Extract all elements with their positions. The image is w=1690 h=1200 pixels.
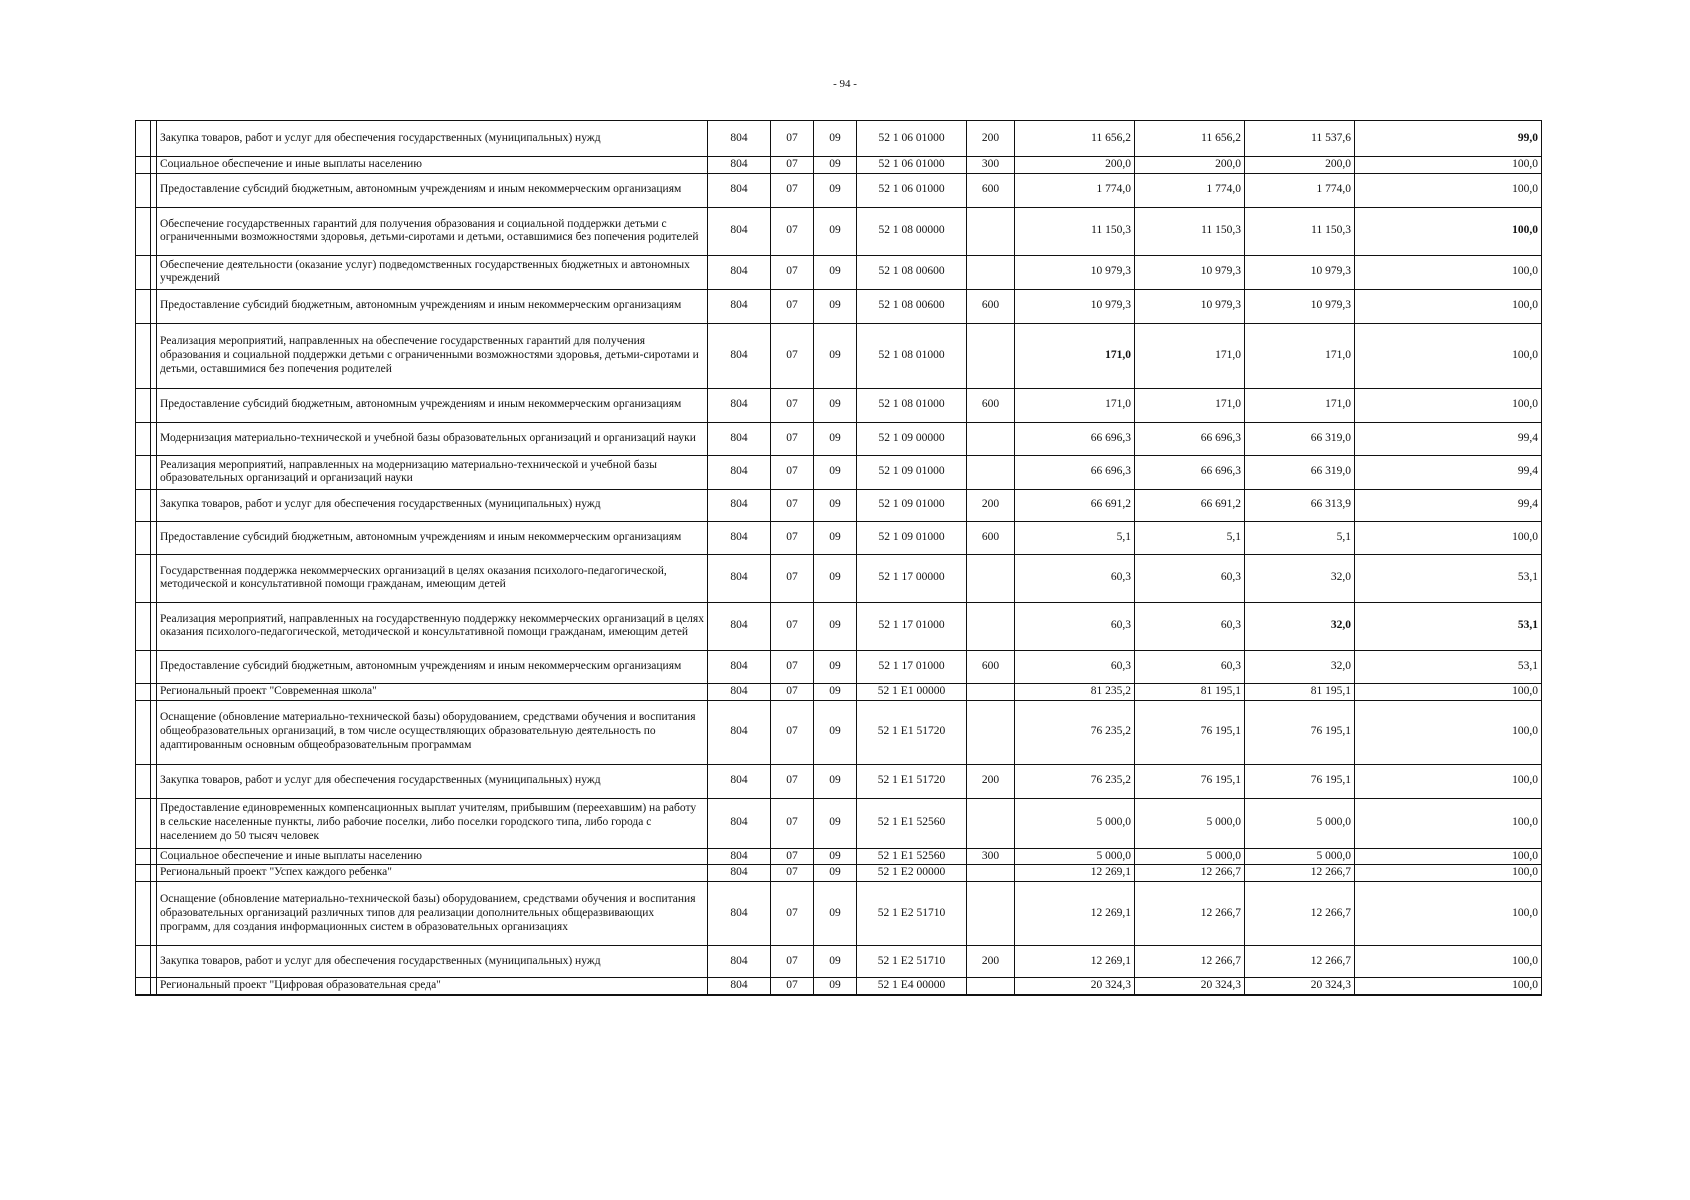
table-row [136, 207, 1542, 255]
cell-name: Закупка товаров, работ и услуг для обеспечения государственных (муниципальных) нужд [157, 764, 708, 798]
cell-vr [967, 700, 1015, 764]
cell-rz: 07 [771, 455, 814, 489]
table-row [136, 489, 1542, 521]
cell-s2: 60,3 [1135, 554, 1245, 602]
cell-s2: 5 000,0 [1135, 848, 1245, 865]
table-row [136, 882, 1542, 946]
table-row [136, 683, 1542, 700]
cell-pct: 99,4 [1355, 455, 1542, 489]
cell-name: Закупка товаров, работ и услуг для обеспечения государственных (муниципальных) нужд [157, 489, 708, 521]
cell-name: Реализация мероприятий, направленных на государственную поддержку некоммерческих организаций в целях оказания психолого-педагогической, методической и консультативной помощи гражданам, имеющим детей [157, 602, 708, 650]
cell-rz: 07 [771, 489, 814, 521]
cell-rz: 07 [771, 173, 814, 207]
cell-s1: 66 691,2 [1015, 489, 1135, 521]
cell-s1: 5 000,0 [1015, 848, 1135, 865]
cell-name: Реализация мероприятий, направленных на обеспечение государственных гарантий для получения образования и социальной поддержки детьми с ограниченными возможностями здоровья, детьми-сиротами и детьми, оставшимися без попечения родителей [157, 323, 708, 388]
cell-pct: 100,0 [1355, 255, 1542, 289]
cell-ved: 804 [708, 650, 771, 683]
cell-name: Предоставление субсидий бюджетным, автономным учреждениям и иным некоммерческим организациям [157, 289, 708, 323]
margin-cell [136, 121, 151, 157]
margin-cell [136, 422, 151, 455]
cell-pr: 09 [814, 521, 857, 554]
cell-s2: 12 266,7 [1135, 865, 1245, 882]
cell-s2: 60,3 [1135, 650, 1245, 683]
cell-pr: 09 [814, 388, 857, 422]
cell-pr: 09 [814, 798, 857, 848]
cell-s1: 171,0 [1015, 323, 1135, 388]
cell-rz: 07 [771, 602, 814, 650]
cell-rz: 07 [771, 157, 814, 174]
table-row [136, 848, 1542, 865]
cell-rz: 07 [771, 521, 814, 554]
table-row [136, 764, 1542, 798]
cell-ved: 804 [708, 554, 771, 602]
cell-s2: 66 696,3 [1135, 422, 1245, 455]
page-number: - 94 - [833, 78, 857, 90]
cell-s1: 5,1 [1015, 521, 1135, 554]
cell-s2: 76 195,1 [1135, 764, 1245, 798]
cell-ved: 804 [708, 489, 771, 521]
cell-s2: 60,3 [1135, 602, 1245, 650]
cell-s3: 171,0 [1245, 323, 1355, 388]
cell-s3: 10 979,3 [1245, 289, 1355, 323]
margin-cell [136, 289, 151, 323]
cell-s3: 66 313,9 [1245, 489, 1355, 521]
cell-name: Региональный проект "Современная школа" [157, 683, 708, 700]
cell-csr: 52 1 06 01000 [857, 173, 967, 207]
cell-pr: 09 [814, 848, 857, 865]
margin-cell [136, 764, 151, 798]
margin-cell [136, 554, 151, 602]
cell-rz: 07 [771, 255, 814, 289]
cell-name: Оснащение (обновление материально-технической базы) оборудованием, средствами обучения и воспитания общеобразовательных организаций, в том числе осуществляющих образовательную деятельность по адаптированным основным общеобразовательным программам [157, 700, 708, 764]
cell-pct: 100,0 [1355, 521, 1542, 554]
cell-ved: 804 [708, 882, 771, 946]
cell-s3: 76 195,1 [1245, 700, 1355, 764]
cell-csr: 52 1 06 01000 [857, 157, 967, 174]
cell-pr: 09 [814, 289, 857, 323]
table-row [136, 865, 1542, 882]
cell-name: Предоставление субсидий бюджетным, автономным учреждениям и иным некоммерческим организациям [157, 521, 708, 554]
cell-s3: 12 266,7 [1245, 882, 1355, 946]
cell-csr: 52 1 09 01000 [857, 521, 967, 554]
cell-vr: 600 [967, 650, 1015, 683]
cell-csr: 52 1 17 01000 [857, 650, 967, 683]
cell-pr: 09 [814, 173, 857, 207]
margin-cell [136, 157, 151, 174]
margin-cell [136, 207, 151, 255]
margin-cell [136, 848, 151, 865]
cell-vr [967, 683, 1015, 700]
cell-vr [967, 602, 1015, 650]
cell-pr: 09 [814, 978, 857, 995]
cell-name: Региональный проект "Успех каждого ребенка" [157, 865, 708, 882]
cell-pct: 100,0 [1355, 289, 1542, 323]
margin-cell [136, 798, 151, 848]
cell-s1: 76 235,2 [1015, 764, 1135, 798]
cell-pct: 100,0 [1355, 946, 1542, 978]
cell-pr: 09 [814, 422, 857, 455]
cell-ved: 804 [708, 455, 771, 489]
margin-cell [136, 602, 151, 650]
cell-pct: 100,0 [1355, 388, 1542, 422]
cell-vr: 300 [967, 157, 1015, 174]
cell-s3: 76 195,1 [1245, 764, 1355, 798]
margin-cell [136, 255, 151, 289]
margin-cell [136, 978, 151, 995]
cell-name: Предоставление субсидий бюджетным, автономным учреждениям и иным некоммерческим организациям [157, 173, 708, 207]
margin-cell [136, 946, 151, 978]
cell-rz: 07 [771, 764, 814, 798]
cell-csr: 52 1 E2 51710 [857, 882, 967, 946]
cell-pct: 100,0 [1355, 978, 1542, 995]
cell-s2: 76 195,1 [1135, 700, 1245, 764]
cell-rz: 07 [771, 865, 814, 882]
cell-pct: 100,0 [1355, 157, 1542, 174]
margin-cell [136, 700, 151, 764]
cell-vr [967, 207, 1015, 255]
cell-pr: 09 [814, 554, 857, 602]
cell-csr: 52 1 E1 00000 [857, 683, 967, 700]
cell-ved: 804 [708, 946, 771, 978]
cell-ved: 804 [708, 121, 771, 157]
cell-rz: 07 [771, 121, 814, 157]
cell-csr: 52 1 E1 51720 [857, 764, 967, 798]
table-row [136, 946, 1542, 978]
cell-rz: 07 [771, 882, 814, 946]
cell-s3: 20 324,3 [1245, 978, 1355, 995]
cell-pr: 09 [814, 865, 857, 882]
table-row [136, 798, 1542, 848]
cell-ved: 804 [708, 323, 771, 388]
cell-ved: 804 [708, 700, 771, 764]
cell-s1: 60,3 [1015, 602, 1135, 650]
cell-vr: 600 [967, 521, 1015, 554]
cell-csr: 52 1 E2 51710 [857, 946, 967, 978]
cell-vr: 600 [967, 173, 1015, 207]
cell-csr: 52 1 09 01000 [857, 489, 967, 521]
cell-vr [967, 554, 1015, 602]
table-row [136, 255, 1542, 289]
cell-csr: 52 1 09 00000 [857, 422, 967, 455]
cell-name: Предоставление субсидий бюджетным, автономным учреждениям и иным некоммерческим организациям [157, 388, 708, 422]
margin-cell [136, 683, 151, 700]
cell-ved: 804 [708, 289, 771, 323]
cell-rz: 07 [771, 683, 814, 700]
margin-cell [136, 323, 151, 388]
cell-csr: 52 1 08 00000 [857, 207, 967, 255]
cell-name: Обеспечение государственных гарантий для получения образования и социальной поддержки детьми с ограниченными возможностями здоровья, детьми-сиротами и детьми, оставшимися без попечения родителей [157, 207, 708, 255]
cell-s3: 171,0 [1245, 388, 1355, 422]
table-row [136, 173, 1542, 207]
cell-name: Закупка товаров, работ и услуг для обеспечения государственных (муниципальных) нужд [157, 946, 708, 978]
cell-s2: 10 979,3 [1135, 255, 1245, 289]
table-row [136, 602, 1542, 650]
cell-s1: 12 269,1 [1015, 865, 1135, 882]
cell-vr: 200 [967, 489, 1015, 521]
cell-s1: 12 269,1 [1015, 882, 1135, 946]
cell-pr: 09 [814, 700, 857, 764]
cell-s2: 12 266,7 [1135, 946, 1245, 978]
cell-pct: 100,0 [1355, 798, 1542, 848]
cell-vr [967, 255, 1015, 289]
cell-csr: 52 1 E1 51720 [857, 700, 967, 764]
cell-name: Социальное обеспечение и иные выплаты населению [157, 157, 708, 174]
cell-s3: 32,0 [1245, 602, 1355, 650]
cell-s1: 11 150,3 [1015, 207, 1135, 255]
cell-rz: 07 [771, 946, 814, 978]
cell-s3: 5 000,0 [1245, 848, 1355, 865]
cell-name: Обеспечение деятельности (оказание услуг) подведомственных государственных бюджетных и автономных учреждений [157, 255, 708, 289]
cell-s2: 171,0 [1135, 388, 1245, 422]
cell-pr: 09 [814, 946, 857, 978]
cell-s1: 11 656,2 [1015, 121, 1135, 157]
cell-s3: 81 195,1 [1245, 683, 1355, 700]
cell-pr: 09 [814, 683, 857, 700]
cell-csr: 52 1 06 01000 [857, 121, 967, 157]
cell-s2: 81 195,1 [1135, 683, 1245, 700]
cell-s2: 171,0 [1135, 323, 1245, 388]
cell-pr: 09 [814, 650, 857, 683]
margin-cell [136, 489, 151, 521]
cell-rz: 07 [771, 207, 814, 255]
cell-csr: 52 1 E1 52560 [857, 848, 967, 865]
margin-cell [136, 521, 151, 554]
cell-pct: 100,0 [1355, 323, 1542, 388]
cell-ved: 804 [708, 683, 771, 700]
cell-s3: 11 150,3 [1245, 207, 1355, 255]
table-row [136, 388, 1542, 422]
table-row [136, 700, 1542, 764]
cell-vr [967, 978, 1015, 995]
cell-name: Реализация мероприятий, направленных на модернизацию материально-технической и учебной базы образовательных организаций и организаций науки [157, 455, 708, 489]
cell-s1: 60,3 [1015, 554, 1135, 602]
cell-s1: 66 696,3 [1015, 422, 1135, 455]
cell-pct: 100,0 [1355, 764, 1542, 798]
cell-s1: 66 696,3 [1015, 455, 1135, 489]
cell-ved: 804 [708, 521, 771, 554]
cell-vr: 200 [967, 764, 1015, 798]
cell-pct: 99,0 [1355, 121, 1542, 157]
cell-pct: 100,0 [1355, 848, 1542, 865]
cell-rz: 07 [771, 650, 814, 683]
cell-pr: 09 [814, 455, 857, 489]
cell-name: Оснащение (обновление материально-технической базы) оборудованием, средствами обучения и воспитания образовательных организаций различных типов для реализации дополнительных общеразвивающих программ, для создания информационных систем в образовательных организациях [157, 882, 708, 946]
cell-pr: 09 [814, 602, 857, 650]
cell-ved: 804 [708, 764, 771, 798]
budget-table [135, 120, 1542, 996]
cell-rz: 07 [771, 289, 814, 323]
cell-rz: 07 [771, 798, 814, 848]
cell-csr: 52 1 E4 00000 [857, 978, 967, 995]
cell-s2: 12 266,7 [1135, 882, 1245, 946]
table-row [136, 323, 1542, 388]
cell-s1: 10 979,3 [1015, 289, 1135, 323]
cell-pr: 09 [814, 157, 857, 174]
cell-s2: 5,1 [1135, 521, 1245, 554]
cell-vr [967, 798, 1015, 848]
cell-rz: 07 [771, 700, 814, 764]
cell-vr [967, 882, 1015, 946]
cell-rz: 07 [771, 323, 814, 388]
cell-s3: 1 774,0 [1245, 173, 1355, 207]
cell-vr: 200 [967, 946, 1015, 978]
table-row [136, 422, 1542, 455]
cell-csr: 52 1 08 00600 [857, 255, 967, 289]
cell-pr: 09 [814, 764, 857, 798]
cell-s2: 11 150,3 [1135, 207, 1245, 255]
cell-name: Модернизация материально-технической и учебной базы образовательных организаций и организаций науки [157, 422, 708, 455]
cell-vr [967, 422, 1015, 455]
cell-s3: 200,0 [1245, 157, 1355, 174]
margin-cell [136, 388, 151, 422]
cell-s1: 1 774,0 [1015, 173, 1135, 207]
cell-pct: 53,1 [1355, 554, 1542, 602]
cell-rz: 07 [771, 554, 814, 602]
cell-ved: 804 [708, 978, 771, 995]
cell-pct: 99,4 [1355, 422, 1542, 455]
cell-ved: 804 [708, 865, 771, 882]
cell-s3: 5,1 [1245, 521, 1355, 554]
cell-ved: 804 [708, 848, 771, 865]
table-row [136, 554, 1542, 602]
table-row [136, 521, 1542, 554]
cell-s1: 12 269,1 [1015, 946, 1135, 978]
cell-rz: 07 [771, 978, 814, 995]
cell-ved: 804 [708, 157, 771, 174]
cell-name: Предоставление субсидий бюджетным, автономным учреждениям и иным некоммерческим организациям [157, 650, 708, 683]
cell-pct: 100,0 [1355, 683, 1542, 700]
cell-vr [967, 865, 1015, 882]
cell-name: Предоставление единовременных компенсационных выплат учителям, прибывшим (переехавшим) на работу в сельские населенные пункты, либо рабочие поселки, либо поселки городского типа, либо города с населением до 50 тысяч человек [157, 798, 708, 848]
cell-s1: 81 235,2 [1015, 683, 1135, 700]
margin-cell [136, 865, 151, 882]
cell-s2: 5 000,0 [1135, 798, 1245, 848]
cell-pr: 09 [814, 882, 857, 946]
cell-s1: 20 324,3 [1015, 978, 1135, 995]
margin-cell [136, 455, 151, 489]
table-row [136, 289, 1542, 323]
cell-s3: 32,0 [1245, 554, 1355, 602]
cell-pr: 09 [814, 255, 857, 289]
cell-vr: 200 [967, 121, 1015, 157]
margin-cell [136, 650, 151, 683]
cell-s2: 20 324,3 [1135, 978, 1245, 995]
cell-name: Региональный проект "Цифровая образовательная среда" [157, 978, 708, 995]
cell-csr: 52 1 17 01000 [857, 602, 967, 650]
cell-rz: 07 [771, 848, 814, 865]
cell-s2: 10 979,3 [1135, 289, 1245, 323]
cell-s2: 66 691,2 [1135, 489, 1245, 521]
cell-pr: 09 [814, 121, 857, 157]
cell-pct: 53,1 [1355, 650, 1542, 683]
cell-s3: 66 319,0 [1245, 455, 1355, 489]
cell-csr: 52 1 09 01000 [857, 455, 967, 489]
cell-s1: 60,3 [1015, 650, 1135, 683]
table-row [136, 121, 1542, 157]
cell-pct: 99,4 [1355, 489, 1542, 521]
cell-pct: 100,0 [1355, 882, 1542, 946]
cell-ved: 804 [708, 173, 771, 207]
cell-ved: 804 [708, 602, 771, 650]
cell-s2: 1 774,0 [1135, 173, 1245, 207]
cell-ved: 804 [708, 255, 771, 289]
cell-s3: 32,0 [1245, 650, 1355, 683]
margin-cell [136, 882, 151, 946]
cell-s1: 5 000,0 [1015, 798, 1135, 848]
cell-s1: 10 979,3 [1015, 255, 1135, 289]
table-row [136, 650, 1542, 683]
table-row [136, 157, 1542, 174]
cell-s2: 200,0 [1135, 157, 1245, 174]
cell-s1: 76 235,2 [1015, 700, 1135, 764]
cell-rz: 07 [771, 422, 814, 455]
cell-pct: 100,0 [1355, 865, 1542, 882]
cell-s3: 66 319,0 [1245, 422, 1355, 455]
cell-s1: 200,0 [1015, 157, 1135, 174]
table-row [136, 455, 1542, 489]
cell-pr: 09 [814, 207, 857, 255]
cell-rz: 07 [771, 388, 814, 422]
cell-pct: 53,1 [1355, 602, 1542, 650]
cell-csr: 52 1 08 01000 [857, 388, 967, 422]
cell-name: Социальное обеспечение и иные выплаты населению [157, 848, 708, 865]
cell-csr: 52 1 08 00600 [857, 289, 967, 323]
cell-s3: 10 979,3 [1245, 255, 1355, 289]
cell-s1: 171,0 [1015, 388, 1135, 422]
cell-name: Закупка товаров, работ и услуг для обеспечения государственных (муниципальных) нужд [157, 121, 708, 157]
cell-name: Государственная поддержка некоммерческих организаций в целях оказания психолого-педагогической, методической и консультативной помощи гражданам, имеющим детей [157, 554, 708, 602]
table-row [136, 978, 1542, 995]
cell-pr: 09 [814, 323, 857, 388]
cell-vr: 600 [967, 289, 1015, 323]
cell-csr: 52 1 E2 00000 [857, 865, 967, 882]
cell-ved: 804 [708, 422, 771, 455]
cell-pct: 100,0 [1355, 173, 1542, 207]
cell-s3: 11 537,6 [1245, 121, 1355, 157]
cell-vr: 300 [967, 848, 1015, 865]
cell-ved: 804 [708, 207, 771, 255]
cell-pct: 100,0 [1355, 207, 1542, 255]
cell-ved: 804 [708, 798, 771, 848]
cell-csr: 52 1 08 01000 [857, 323, 967, 388]
cell-s3: 12 266,7 [1245, 946, 1355, 978]
cell-vr: 600 [967, 388, 1015, 422]
cell-s3: 5 000,0 [1245, 798, 1355, 848]
cell-s2: 11 656,2 [1135, 121, 1245, 157]
cell-vr [967, 323, 1015, 388]
cell-csr: 52 1 17 00000 [857, 554, 967, 602]
cell-pct: 100,0 [1355, 700, 1542, 764]
cell-csr: 52 1 E1 52560 [857, 798, 967, 848]
margin-cell [136, 173, 151, 207]
cell-s3: 12 266,7 [1245, 865, 1355, 882]
cell-vr [967, 455, 1015, 489]
cell-pr: 09 [814, 489, 857, 521]
cell-s2: 66 696,3 [1135, 455, 1245, 489]
cell-ved: 804 [708, 388, 771, 422]
